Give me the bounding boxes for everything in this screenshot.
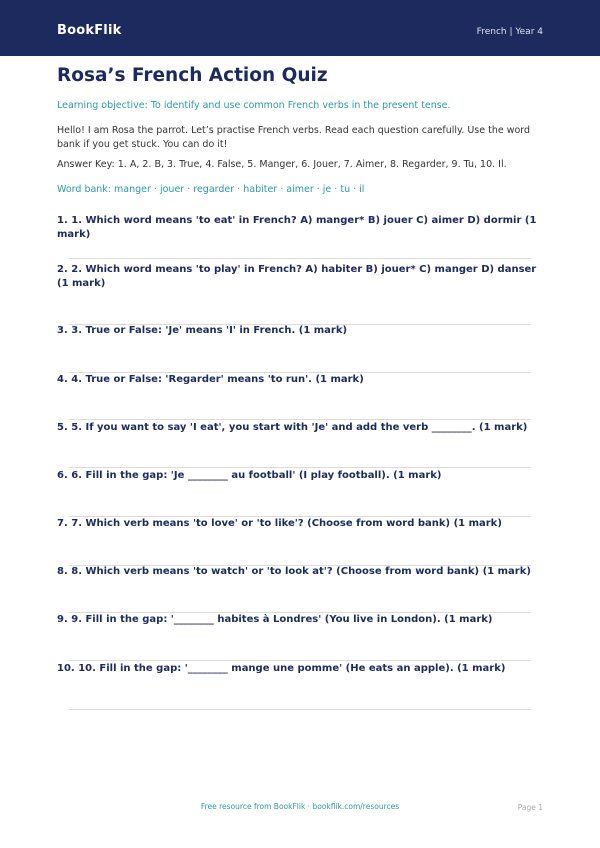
learning-objective: Learning objective: To identify and use common French verbs in the present tense. bbox=[57, 100, 451, 111]
subject-year-label: French | Year 4 bbox=[476, 27, 543, 37]
answer-key: Answer Key: 1. A, 2. B, 3. True, 4. False, 5. Manger, 6. Jouer, 7. Aimer, 8. Regarder, 9. Tu, 10. Il. bbox=[57, 159, 507, 170]
question-10: 10. 10. Fill in the gap: '________ mange une pomme' (He eats an apple). (1 mark) bbox=[57, 663, 506, 674]
question-8: 8. 8. Which verb means 'to watch' or 'to look at'? (Choose from word bank) (1 mark) bbox=[57, 566, 531, 577]
question-divider bbox=[69, 660, 531, 661]
word-bank: Word bank: manger · jouer · regarder · habiter · aimer · je · tu · il bbox=[57, 184, 365, 195]
question-divider bbox=[69, 467, 531, 468]
question-divider bbox=[69, 419, 531, 420]
question-7: 7. 7. Which verb means 'to love' or 'to like'? (Choose from word bank) (1 mark) bbox=[57, 518, 502, 529]
question-6: 6. 6. Fill in the gap: 'Je ________ au football' (I play football). (1 mark) bbox=[57, 470, 442, 481]
question-divider bbox=[69, 709, 531, 710]
question-divider bbox=[69, 258, 531, 259]
question-4: 4. 4. True or False: 'Regarder' means 'to run'. (1 mark) bbox=[57, 374, 364, 385]
question-5: 5. 5. If you want to say 'I eat', you start with 'Je' and add the verb ________. (1 mark) bbox=[57, 422, 528, 433]
question-1: 1. 1. Which word means 'to eat' in French? A) manger* B) jouer C) aimer D) dormir (1 mark) bbox=[57, 215, 537, 240]
question-2: 2. 2. Which word means 'to play' in French? A) habiter B) jouer* C) manger D) danser (1 mark) bbox=[57, 264, 537, 289]
footer-link[interactable]: Free resource from BookFlik · bookflik.com/resources bbox=[200, 802, 400, 811]
question-3: 3. 3. True or False: 'Je' means 'I' in French. (1 mark) bbox=[57, 325, 348, 336]
page-title: Rosa’s French Action Quiz bbox=[57, 65, 328, 86]
question-9: 9. 9. Fill in the gap: '________ habites à Londres' (You live in London). (1 mark) bbox=[57, 614, 493, 625]
page-number: Page 1 bbox=[517, 803, 543, 812]
brand-logo[interactable]: BookFlik bbox=[57, 23, 122, 38]
page-header bbox=[0, 0, 600, 56]
intro-text: Hello! I am Rosa the parrot. Let’s practise French verbs. Read each question carefully. Use the word bank if you get stuck. You can do it! bbox=[57, 125, 531, 150]
